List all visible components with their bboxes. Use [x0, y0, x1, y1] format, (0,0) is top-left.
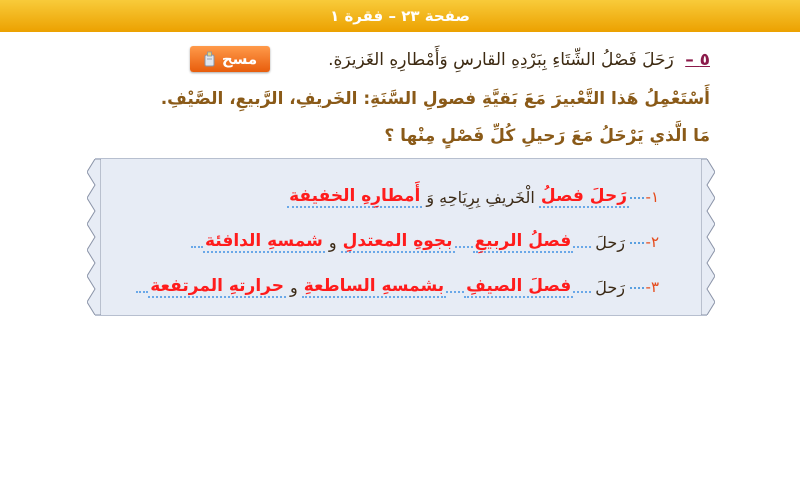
blank-gap: [573, 236, 591, 248]
answer-field[interactable]: حرارتهِ المرتفعة: [150, 276, 284, 296]
prompt-line: مَا الَّذي يَرْحَلُ مَعَ رَحيلِ كُلِّ فَصْلٍ مِنْها ؟: [384, 126, 710, 146]
eraser-icon: [203, 51, 216, 67]
row-text: رَحلَ: [595, 232, 625, 252]
answer-field[interactable]: بشمسهِ الساطعةِ: [303, 276, 445, 296]
blank-gap: [455, 236, 473, 248]
answer-field[interactable]: فصلُ الربيعِ: [474, 231, 572, 251]
answer-row-3: [125, 271, 659, 303]
blank-gap: [191, 236, 203, 248]
row-text: و: [289, 277, 298, 297]
panel-right-edge: [701, 159, 715, 315]
row-number: ١-: [629, 188, 659, 206]
answer-row-2: [125, 226, 659, 258]
row-text: و: [328, 232, 337, 252]
question-number: ٥ –: [685, 50, 710, 70]
answer-field[interactable]: أَمطارِهِ الخفيفة: [289, 186, 421, 206]
answer-field[interactable]: فصلَ الصيفِ: [466, 276, 572, 296]
answers-panel: [95, 158, 707, 316]
erase-button-label: مسح: [221, 50, 258, 68]
blank-gap: [573, 281, 591, 293]
answer-field[interactable]: بجوهِ المعتدلِ: [342, 231, 453, 251]
blank-gap: [136, 281, 148, 293]
answer-field[interactable]: شمسهِ الدافئة: [204, 231, 323, 251]
erase-button[interactable]: [190, 46, 270, 72]
panel-left-edge: [87, 159, 101, 315]
answer-field[interactable]: رَحلَ فصلُ: [540, 186, 627, 206]
exercise-sentence-line: [328, 50, 710, 70]
page-header: [0, 0, 800, 32]
instruction-line: أَسْتَعْمِلُ هَذا التَّعْبيرَ مَعَ بَقيَّةِ فصولِ السَّنَةِ: الخَريفِ، الرَّبيعِ، الصَّيْفِ.: [160, 89, 710, 109]
exercise-sentence: رَحَلَ فَصْلُ الشِّتَاءِ بِبَرْدِهِ القارسِ وَأَمْطارِهِ الغَزيرَةِ.: [328, 50, 674, 70]
row-number: ٣-: [629, 278, 659, 296]
row-number: ٢-: [629, 233, 659, 251]
row-text: رَحلَ: [595, 277, 625, 297]
blank-gap: [446, 281, 464, 293]
row-text: الْخَريفِ بِرِيَاحِهِ وَ: [426, 187, 535, 207]
answer-row-1: [125, 181, 659, 213]
page-title: صفحة ٢٣ – فقرة ١: [330, 7, 470, 25]
